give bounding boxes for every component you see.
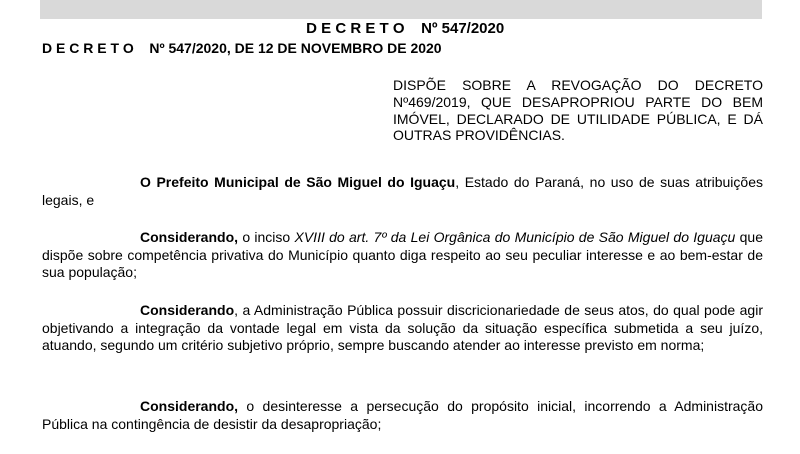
paragraph-text: o inciso	[238, 229, 295, 245]
paragraph-considering-3	[42, 398, 763, 433]
decree-banner	[40, 0, 762, 37]
paragraph-text: , Estado do Paraná, no uso de suas atribuições legais, e	[42, 174, 763, 208]
decree-banner-title: D E C R E T O Nº 547/2020	[306, 20, 505, 37]
paragraph-preamble	[42, 174, 763, 209]
paragraph-text: que dispõe sobre competência privativa do Município quanto diga respeito ao seu peculiar interesse e ao bem-estar de sua população;	[42, 229, 764, 280]
considering-label: Considerando,	[140, 398, 239, 414]
considering-label: Considerando,	[140, 229, 239, 245]
mayor-title: O Prefeito Municipal de São Miguel do Iguaçu	[140, 174, 456, 190]
paragraph-text: o desinteresse a persecução do propósito inicial, incorrendo a Administração Pública na contingência de desistir da desapropriação;	[42, 398, 763, 432]
decree-summary: DISPÕE SOBRE A REVOGAÇÃO DO DECRETO Nº469/2019, QUE DESAPROPRIOU PARTE DO BEM IMÓVEL, DECLARADO DE UTILIDADE PÚBLICA, E DÁ OUTRAS PROVIDÊNCIAS.	[393, 77, 763, 144]
law-reference: XVIII do art. 7º da Lei Orgânica do Município de São Miguel do Iguaçu	[294, 229, 736, 245]
considering-label: Considerando	[140, 302, 235, 318]
paragraph-text: , a Administração Pública possuir discricionariedade de seus atos, do qual pode agir objetivando a integração da vontade legal em vista da solução da situação específica submetida a seu juízo, atuando, segundo um critério subjetivo próprio, sempre buscando atender ao interesse previsto em norma;	[42, 302, 763, 353]
paragraph-considering-2	[42, 302, 763, 355]
decree-heading: D E C R E T O Nº 547/2020, DE 12 DE NOVEMBRO DE 2020	[42, 40, 442, 56]
paragraph-considering-1	[42, 229, 763, 282]
